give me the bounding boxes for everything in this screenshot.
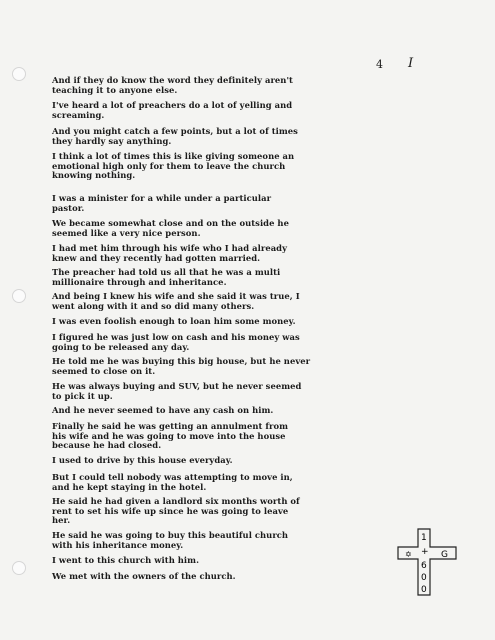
paragraph: We met with the owners of the church.	[52, 571, 236, 581]
paragraph: I had met him through his wife who I had already knew and they recently had gotten married.	[52, 243, 288, 263]
paragraph: I was a minister for a while under a particular pastor.	[52, 193, 272, 213]
paragraph: I went to this church with him.	[52, 555, 200, 565]
paragraph: And he never seemed to have any cash on him.	[52, 405, 274, 415]
cross-digit: 0	[421, 585, 427, 595]
page-number: 4	[376, 58, 383, 71]
paragraph: He told me he was buying this big house, but he never seemed to close on it.	[52, 356, 311, 376]
paragraph: I used to drive by this house everyday.	[52, 455, 233, 465]
paragraph: We became somewhat close and on the outside he seemed like a very nice person.	[52, 218, 289, 238]
paragraph: And if they do know the word they definitely aren't teaching it to anyone else.	[52, 75, 293, 95]
paragraph: He said he had given a landlord six months worth of rent to set his wife up since he was going to leave her.	[52, 496, 300, 525]
hand-drawn-cross	[396, 527, 460, 597]
cross-digit: 0	[421, 573, 427, 583]
paragraph: I think a lot of times this is like giving someone an emotional high only for them to leave the church knowing nothing.	[52, 151, 295, 180]
cross-plus: +	[421, 547, 429, 557]
paragraph: I figured he was just low on cash and his money was going to be released any day.	[52, 332, 300, 352]
cross-outline	[398, 529, 456, 595]
paragraph: The preacher had told us all that he was a multi millionaire through and inheritance.	[52, 267, 281, 287]
paragraph: And you might catch a few points, but a lot of times they hardly say anything.	[52, 126, 298, 146]
cross-digit: 1	[421, 533, 427, 543]
cross-digit: 6	[421, 561, 427, 571]
paragraph: I was even foolish enough to loan him some money.	[52, 316, 296, 326]
paragraph: I've heard a lot of preachers do a lot of yelling and screaming.	[52, 100, 293, 120]
star-of-david-icon: ✡	[405, 550, 412, 559]
paragraph: But I could tell nobody was attempting to move in, and he kept staying in the hotel.	[52, 472, 293, 492]
binder-hole	[12, 289, 26, 303]
binder-hole	[12, 561, 26, 575]
paragraph: And being I knew his wife and she said it was true, I went along with it and so did many others.	[52, 291, 300, 311]
paragraph: He said he was going to buy this beautiful church with his inheritance money.	[52, 530, 289, 550]
binder-hole	[12, 67, 26, 81]
cross-letter-g: G	[441, 550, 448, 560]
handwritten-roman-mark: I	[408, 56, 414, 71]
paragraph: He was always buying and SUV, but he never seemed to pick it up.	[52, 381, 302, 401]
paragraph: Finally he said he was getting an annulment from his wife and he was going to move into the house because he had closed.	[52, 421, 289, 450]
